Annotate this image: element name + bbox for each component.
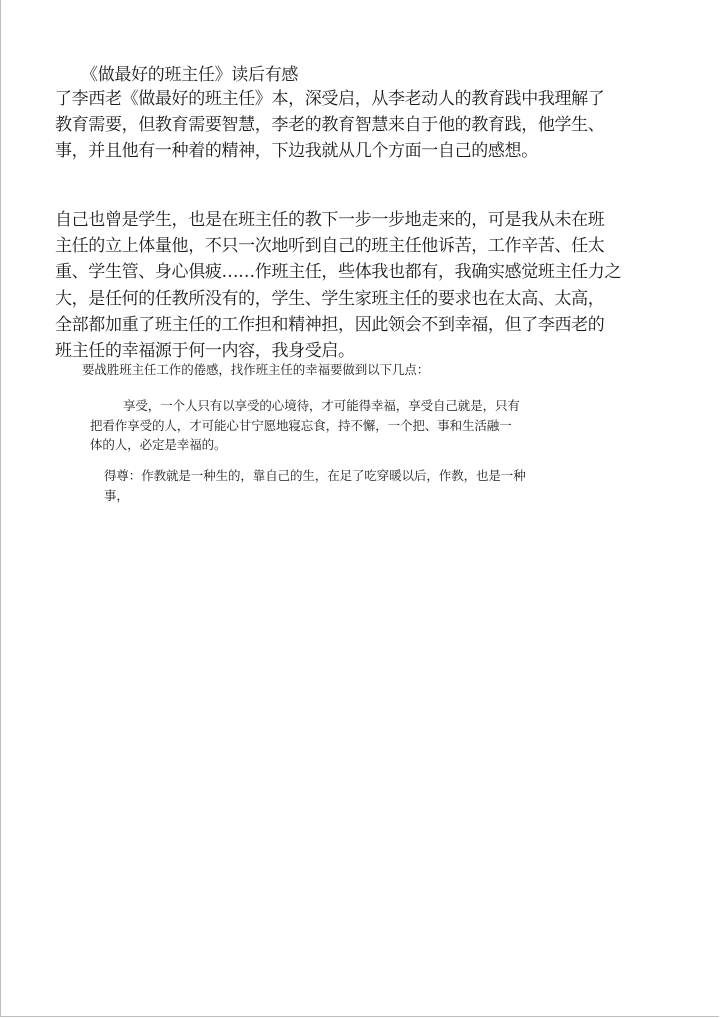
paragraph-1-line: 了李西老《做最好的班主任》本，深受启，从李老动人的教育践中我理解了 [55,89,605,109]
point-2-line: 得尊：作教就是一种生的，靠自己的生，在足了吃穿暖以后，作教，也是一种 [104,468,526,483]
point-2-line: 事， [104,487,129,503]
paragraph-1-line: 事，并且他有一种着的精神，下边我就从几个方面一自己的感想。 [55,141,538,162]
paragraph-2-line: 大，是任何的任教所没有的，学生、学生家班主任的要求也在太高、太高， [55,288,605,309]
paragraph-1 [55,86,670,165]
paragraph-2-line: 班主任的幸福源于何一内容，我身受启。 [55,341,355,362]
intro-text: 要战胜班主任工作的倦感，找作班主任的幸福要做到以下几点： [82,362,430,377]
point-2 [104,466,526,505]
point-1-line: 体的人，必定是幸福的。 [90,437,227,452]
paragraph-2-line: 主任的立上体量他，不只一次地听到自己的班主任他诉苦，工作辛苦、任太 [55,236,605,257]
paragraph-2-line: 自己也曾是学生，也是在班主任的教下一步一步地走来的，可是我从未在班 [55,210,605,230]
intro-line [82,360,429,380]
paragraph-2 [55,207,670,364]
point-1-line: 享受，一个人只有以享受的心境待，才可能得幸福，享受自己就是，只有 [123,398,520,413]
point-1 [90,396,520,455]
point-1-line: 把看作享受的人，才可能心甘宁愿地寝忘食，持不懈，一个把、事和生活融一 [90,417,512,433]
paragraph-2-line: 重、学生管、身心俱疲……作班主任，些体我也都有，我确实感觉班主任力之 [55,262,622,283]
paragraph-2-line: 全部都加重了班主任的工作担和精神担，因此领会不到幸福，但了李西老的 [55,314,605,335]
paragraph-1-line: 教育需要，但教育需要智慧，李老的教育智慧来自于他的教育践，他学生、 [55,115,605,136]
document-title: 《做最好的班主任》读后有感 [81,65,299,85]
